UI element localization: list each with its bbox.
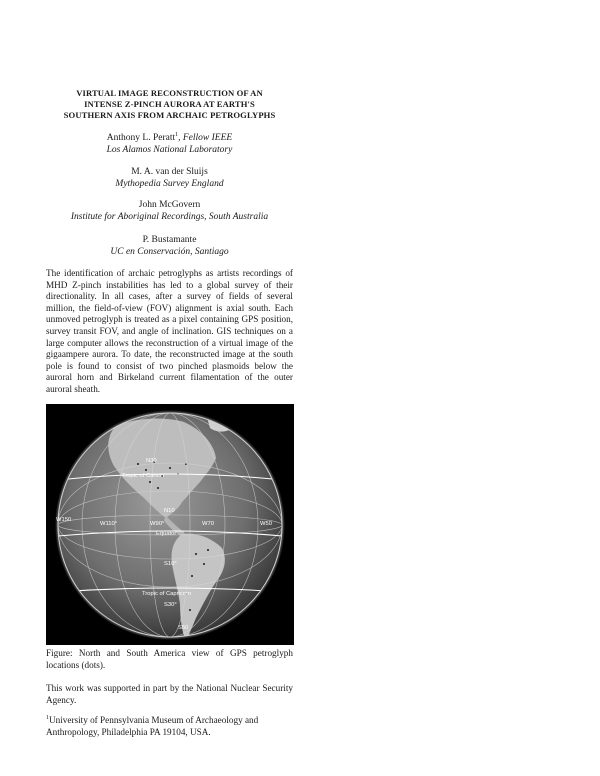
figure-caption: Figure: North and South America view of GPS petroglyph locations (dots). <box>46 648 293 670</box>
label-w70: W70 <box>202 521 214 527</box>
globe-figure <box>46 404 294 645</box>
author-name-1 <box>46 133 293 145</box>
label-tropic-cancer: Tropic of Cancer <box>122 473 165 479</box>
label-w150: W150 <box>56 517 72 523</box>
author-affiliation-2: Mythopedia Survey England <box>115 178 224 189</box>
footnote-mark: 1 <box>46 714 49 721</box>
label-w110: W110° <box>100 521 118 527</box>
label-s50: S50 <box>178 625 189 631</box>
label-s10: S10° <box>164 561 177 567</box>
author-name-3: John McGovern <box>138 200 201 210</box>
footnote-text: University of Pennsylvania Museum of Archaeology and Anthropology, Philadelphia PA 19104, USA. <box>46 715 259 737</box>
abstract: The identification of archaic petroglyphs as artists recordings of MHD Z-pinch instabilities has led to a global survey of their directionality. In all cases, after a survey of fields of several million, the field-of-view (FOV) alignment is axial south. Each unmoved petroglyph is treated as a pixel containing GPS position, survey transit FOV, and angle of inclination. GIS techniques on a large computer allows the reconstruction of a virtual image of the gigaampere aurora. To date, the reconstructed image at the south pole is found to consist of two pinched plasmoids below the auroral horn and Birkeland current filamentation of the outer auroral sheath. <box>46 268 293 394</box>
globe-image <box>46 404 294 645</box>
author-name-text: Anthony L. Peratt <box>106 133 176 143</box>
title-line-1: VIRTUAL IMAGE RECONSTRUCTION OF AN <box>76 88 263 98</box>
author-block-4 <box>46 235 293 258</box>
author-name-4: P. Bustamante <box>142 235 197 245</box>
label-n30: N30 <box>146 458 157 464</box>
author-affiliation-1: Los Alamos National Laboratory <box>106 144 233 155</box>
author-block-1 <box>46 133 293 156</box>
author-footnote-mark: 1 <box>175 131 179 138</box>
author-title: , Fellow IEEE <box>178 133 233 143</box>
label-w90: W90° <box>150 521 165 527</box>
label-tropic-capricorn: Tropic of Capricorn <box>142 591 192 597</box>
author-block-3 <box>46 200 293 223</box>
author-affiliation-3: Institute for Aboriginal Recordings, South Australia <box>70 211 269 222</box>
label-n10: N10 <box>164 508 175 514</box>
funding-note: This work was supported in part by the National Nuclear Security Agency. <box>46 683 293 705</box>
label-w50: W50 <box>260 521 272 527</box>
footnote <box>46 715 293 738</box>
title-line-2: INTENSE Z-PINCH AURORA AT EARTH'S <box>84 99 255 109</box>
author-block-2 <box>46 167 293 190</box>
author-name-2: M. A. van der Sluijs <box>131 167 208 177</box>
author-affiliation-4: UC en Conservación, Santiago <box>110 246 229 257</box>
paper-title <box>46 88 293 121</box>
label-equator: Equator <box>156 531 177 537</box>
label-s30: S30° <box>164 602 177 608</box>
title-line-3: SOUTHERN AXIS FROM ARCHAIC PETROGLYPHS <box>63 110 276 120</box>
